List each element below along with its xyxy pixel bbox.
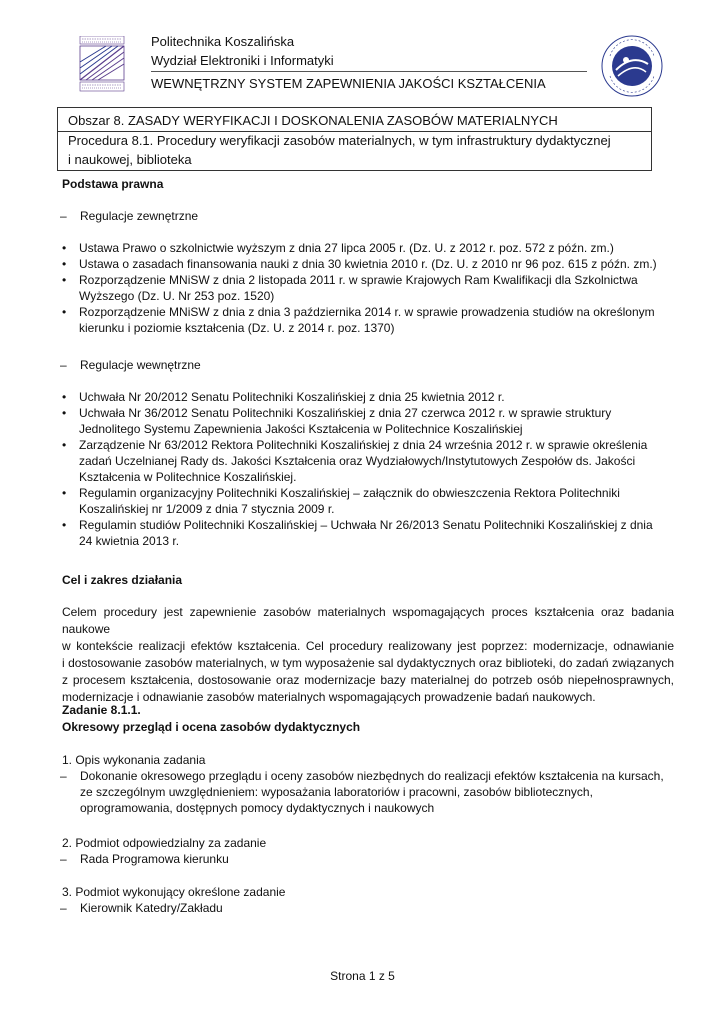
- goal-line: Celem procedury jest zapewnienie zasobów materialnych wspomagających proces kształcenia oraz badania naukowe: [62, 605, 674, 636]
- list-item: [62, 517, 672, 549]
- internal-label-text: Regulacje wewnętrzne: [80, 358, 201, 372]
- list-item-line: Kształcenia w Politechnice Koszalińskiej.: [79, 470, 297, 484]
- page-number: Strona 1 z 5: [330, 969, 395, 983]
- section-2-value: [60, 851, 229, 867]
- dash-mark: –: [60, 901, 67, 915]
- section-3-value: [60, 900, 223, 916]
- list-item: [62, 405, 672, 437]
- external-regulations-label: [60, 208, 199, 224]
- list-item-line: Regulamin organizacyjny Politechniki Koszalińskiej – załącznik do obwieszczenia Rektora Politechniki: [79, 486, 620, 500]
- list-item-line: Ustawa Prawo o szkolnictwie wyższym z dnia 27 lipca 2005 r. (Dz. U. z 2012 r. poz. 572 z późn. zm.): [79, 241, 614, 255]
- list-item-line: Rozporządzenie MNiSW z dnia z dnia 3 października 2014 r. w sprawie prowadzenia studiów na określonym: [79, 305, 655, 319]
- bullet-mark: •: [62, 390, 67, 404]
- area-box: [57, 107, 652, 132]
- faculty-name: Wydział Elektroniki i Informatyki: [151, 53, 334, 68]
- procedure-title-line2: i naukowej, biblioteka: [68, 152, 192, 167]
- bullet-mark: •: [62, 305, 67, 319]
- description-line: Dokonanie okresowego przeglądu i oceny zasobów niezbędnych do realizacji efektów kształcenia na kursach,: [80, 769, 664, 783]
- goal-line: w kontekście realizacji efektów kształcenia. Cel procedury realizowany jest poprzez: modernizacje, odnawianie: [62, 639, 674, 653]
- procedure-title-line1: Procedura 8.1. Procedury weryfikacji zasobów materialnych, w tym infrastruktury dydaktycznej: [68, 133, 611, 148]
- bullet-mark: •: [62, 438, 67, 452]
- list-item: [62, 256, 672, 272]
- quality-system-title: WEWNĘTRZNY SYSTEM ZAPEWNIENIA JAKOŚCI KSZTAŁCENIA: [151, 76, 546, 91]
- faculty-logo: [78, 36, 126, 92]
- description-line: ze szczególnym uwzględnieniem: wyposażania laboratoriów i pracowni, zasobów bibliotecznych,: [80, 785, 593, 799]
- legal-basis-heading: Podstawa prawna: [62, 177, 164, 191]
- list-item-line: 24 kwietnia 2013 r.: [79, 534, 180, 548]
- list-item: [62, 389, 672, 405]
- university-name: Politechnika Koszalińska: [151, 34, 295, 49]
- task-number: Zadanie 8.1.1.: [62, 703, 141, 717]
- list-item-line: Zarządzenie Nr 63/2012 Rektora Politechniki Koszalińskiej z dnia 24 września 2012 r. w sprawie określenia: [79, 438, 648, 452]
- goal-heading: Cel i zakres działania: [62, 573, 183, 587]
- executing-party: Kierownik Katedry/Zakładu: [80, 901, 223, 915]
- goal-line: z procesem kształcenia, dostosowanie oraz modernizacje bazy materialnej do potrzeb osób niepełnosprawnych,: [62, 673, 674, 687]
- list-item-line: Regulamin studiów Politechniki Koszalińskiej – Uchwała Nr 26/2013 Senatu Politechniki Koszalińskiej z dnia: [79, 518, 653, 532]
- list-item-line: Uchwała Nr 36/2012 Senatu Politechniki Koszalińskiej z dnia 27 czerwca 2012 r. w sprawie struktury: [79, 406, 612, 420]
- university-seal: [600, 34, 664, 98]
- description-line: oprogramowania, dostępnych pomocy dydaktycznych i naukowych: [80, 801, 435, 815]
- procedure-box: [57, 130, 652, 171]
- area-title: Obszar 8. ZASADY WERYFIKACJI I DOSKONALENIA ZASOBÓW MATERIALNYCH: [68, 113, 558, 128]
- list-item-line: kierunku i poziomie kształcenia (Dz. U. z 2014 r. poz. 1370): [79, 321, 395, 335]
- list-item-line: Koszalińskiej nr 1/2009 z dnia 7 stycznia 2009 r.: [79, 502, 335, 516]
- section-1-description: [60, 768, 680, 816]
- dash-mark: –: [60, 209, 67, 223]
- bullet-mark: •: [62, 241, 67, 255]
- dash-mark: –: [60, 769, 67, 783]
- bullet-mark: •: [62, 257, 67, 271]
- section-2-label: 2. Podmiot odpowiedzialny za zadanie: [62, 836, 267, 850]
- goal-line: i dostosowanie zasobów materialnych, w tym wyposażenie sal dydaktycznych oraz biblioteki, do zadań związanych: [62, 656, 674, 670]
- list-item: [62, 240, 672, 256]
- responsible-party: Rada Programowa kierunku: [80, 852, 229, 866]
- dash-mark: –: [60, 358, 67, 372]
- goal-line: modernizacje i odnawianie zasobów materialnych wspomagających prowadzenie badań naukowych.: [62, 690, 596, 704]
- bullet-mark: •: [62, 406, 67, 420]
- bullet-mark: •: [62, 273, 67, 287]
- goal-paragraph: [62, 604, 674, 706]
- list-item-line: Rozporządzenie MNiSW z dnia 2 listopada 2011 r. w sprawie Krajowych Ram Kwalifikacji dla Szkolnictwa: [79, 273, 638, 287]
- list-item-line: Jednolitego Systemu Zapewnienia Jakości Kształcenia w Politechnice Koszalińskiej: [79, 422, 523, 436]
- header-rule: [151, 71, 587, 72]
- list-item-line: Wyższego (Dz. U. Nr 253 poz. 1520): [79, 289, 275, 303]
- list-item: [62, 485, 672, 517]
- internal-regulations-list: [62, 389, 672, 549]
- internal-regulations-label: [60, 357, 201, 373]
- list-item: [62, 437, 672, 485]
- section-1-label: 1. Opis wykonania zadania: [62, 753, 206, 767]
- list-item: [62, 304, 672, 336]
- list-item-line: zadań Uczelnianej Rady ds. Jakości Kształcenia oraz Wydziałowych/Instytutowych Zespołów ds. Jakości: [79, 454, 636, 468]
- dash-mark: –: [60, 852, 67, 866]
- bullet-mark: •: [62, 486, 67, 500]
- external-label-text: Regulacje zewnętrzne: [80, 209, 199, 223]
- task-title: Okresowy przegląd i ocena zasobów dydaktycznych: [62, 720, 361, 734]
- list-item-line: Uchwała Nr 20/2012 Senatu Politechniki Koszalińskiej z dnia 25 kwietnia 2012 r.: [79, 390, 505, 404]
- section-3-label: 3. Podmiot wykonujący określone zadanie: [62, 885, 286, 899]
- external-regulations-list: [62, 240, 672, 336]
- bullet-mark: •: [62, 518, 67, 532]
- list-item-line: Ustawa o zasadach finansowania nauki z dnia 30 kwietnia 2010 r. (Dz. U. z 2010 nr 96 poz. 615 z późn. zm.): [79, 257, 657, 271]
- list-item: [62, 272, 672, 304]
